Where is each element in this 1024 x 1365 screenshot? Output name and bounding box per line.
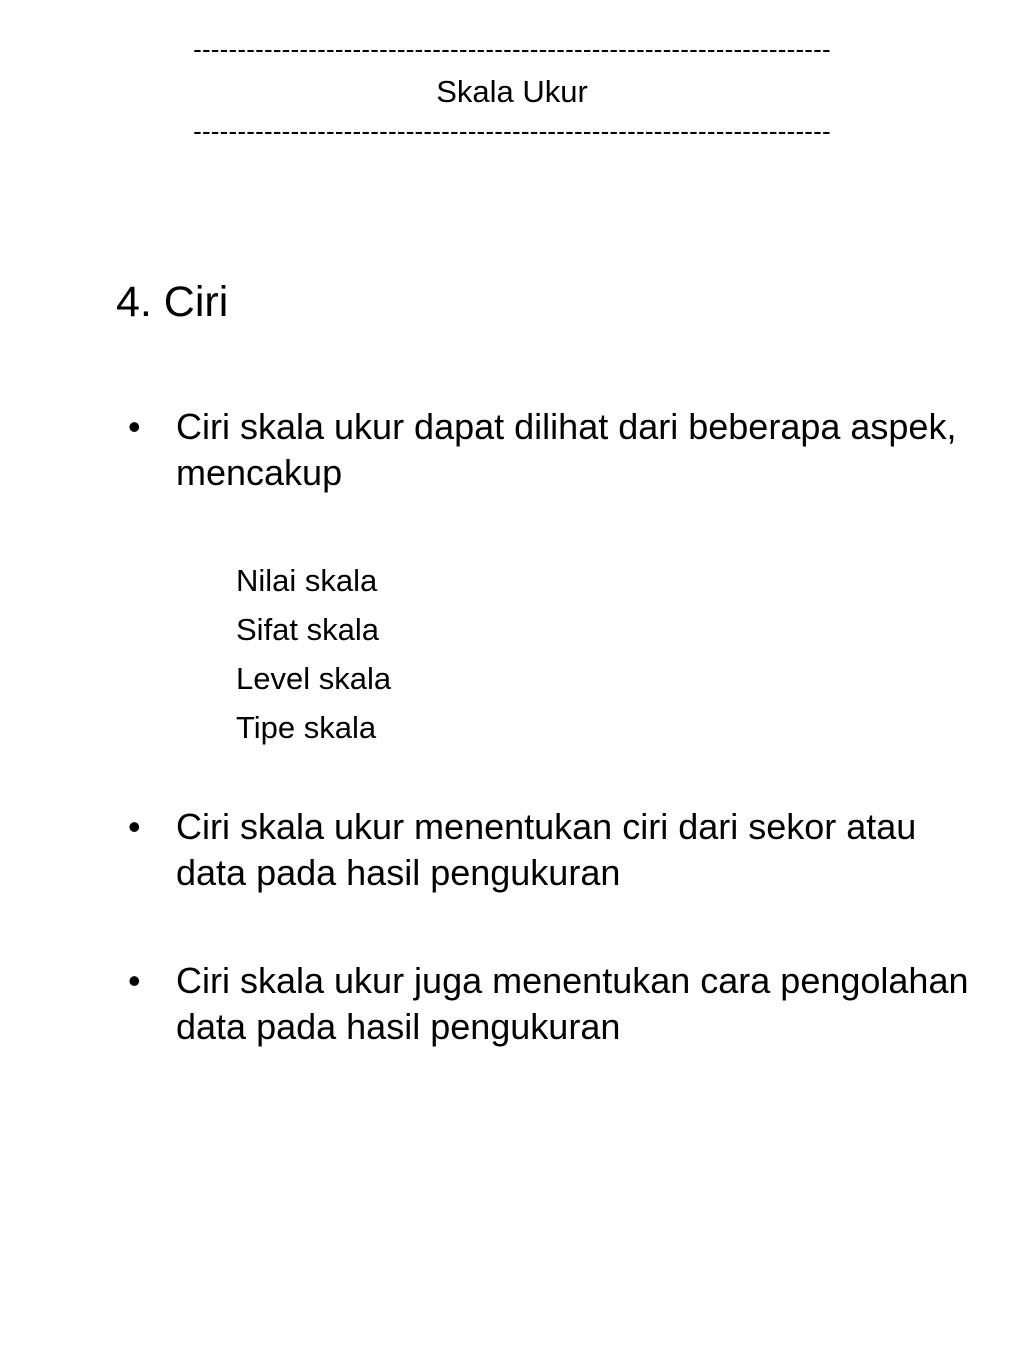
aspect-item: Sifat skala	[236, 612, 380, 647]
aspect-list	[236, 556, 391, 752]
page-title: Skala Ukur	[436, 74, 588, 109]
bullet-marker: •	[128, 960, 141, 1001]
aspect-item: Tipe skala	[236, 710, 377, 745]
bullet-text: Ciri skala ukur menentukan ciri dari sekor atau data pada hasil pengukuran	[176, 806, 917, 893]
bullet-marker: •	[128, 406, 141, 447]
bullet-item	[128, 958, 988, 1050]
header-divider-top: ------------------------------------------------------------------------	[193, 34, 831, 64]
aspect-item: Nilai skala	[236, 563, 378, 598]
section-heading: 4. Ciri	[116, 278, 229, 326]
bullet-item	[128, 404, 988, 496]
header-divider-bottom: ------------------------------------------------------------------------	[193, 116, 831, 146]
bullet-item	[128, 804, 988, 896]
aspect-item: Level skala	[236, 661, 392, 696]
bullet-text: Ciri skala ukur juga menentukan cara pengolahan data pada hasil pengukuran	[176, 960, 969, 1047]
bullet-text: Ciri skala ukur dapat dilihat dari beberapa aspek, mencakup	[176, 406, 957, 493]
bullet-marker: •	[128, 806, 141, 847]
